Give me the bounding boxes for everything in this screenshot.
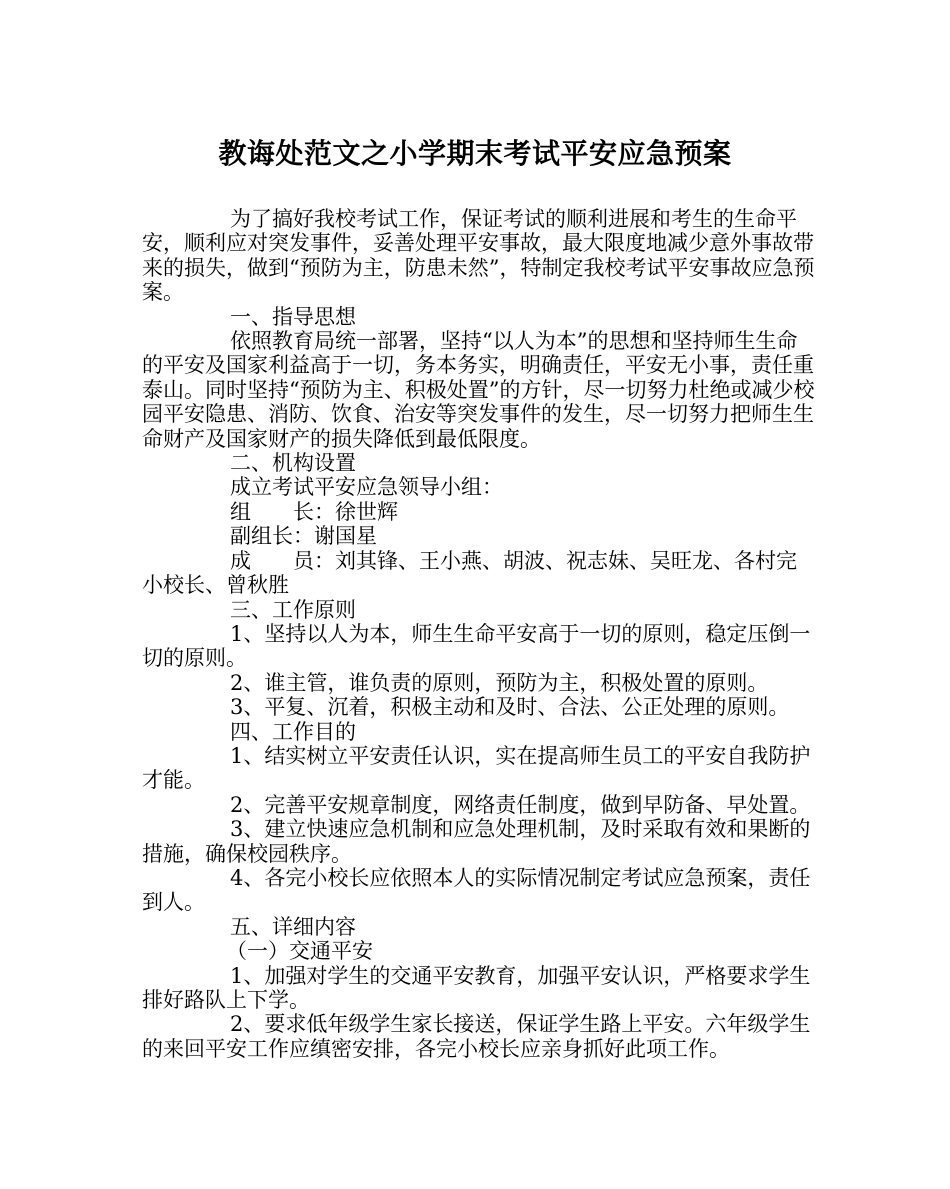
list-item-goal-3: 3、建立快速应急机制和应急处理机制，及时采取有效和果断的措施，确保校园秩序。	[142, 817, 811, 866]
paragraph-intro: 为了搞好我校考试工作，保证考试的顺利进展和考生的生命平安，顺利应对突发事件，妥善处理平安事故，最大限度地减少意外事故带来的损失，做到“预防为主，防患未然”，特制定我校考试平安事故应急预案。	[142, 207, 815, 305]
list-item-principle-2: 2、谁主管，谁负责的原则，预防为主，积极处置的原则。	[230, 670, 769, 695]
heading-details: 五、详细内容	[230, 914, 356, 939]
list-item-traffic-2: 2、要求低年级学生家长接送，保证学生路上平安。六年级学生的来回平安工作应缜密安排，各完小校长应亲身抓好此项工作。	[142, 1012, 811, 1061]
document-title: 教诲处范文之小学期末考试平安应急预案	[218, 137, 732, 170]
paragraph-deputy-leader: 副组长：谢国星	[230, 524, 377, 549]
heading-work-principles: 三、工作原则	[230, 597, 356, 622]
heading-organization: 二、机构设置	[230, 451, 356, 476]
list-item-principle-3: 3、平复、沉着，积极主动和及时、合法、公正处理的原则。	[230, 695, 790, 720]
list-item-principle-1: 1、坚持以人为本，师生生命平安高于一切的原则，稳定压倒一切的原则。	[142, 621, 811, 671]
list-item-goal-4: 4、各完小校长应依照本人的实际情况制定考试应急预案，责任到人。	[142, 865, 811, 915]
paragraph-guiding-thought: 依照教育局统一部署，坚持“以人为本”的思想和坚持师生生命的平安及国家利益高于一切，务本务实，明确责任，平安无小事，责任重泰山。同时坚持“预防为主、积极处置”的方针，尽一切努力杜绝或减少校园平安隐患、消防、饮食、治安等突发事件的发生，尽一切努力把师生生命财产及国家财产的损失降低到最低限度。	[142, 329, 815, 451]
list-item-traffic-1: 1、加强对学生的交通平安教育，加强平安认识，严格要求学生排好路队上下学。	[142, 963, 811, 1012]
paragraph-leading-group: 成立考试平安应急领导小组：	[230, 475, 503, 500]
heading-guiding-thought: 一、指导思想	[230, 304, 356, 329]
list-item-goal-2: 2、完善平安规章制度，网络责任制度，做到早防备、早处置。	[230, 792, 811, 817]
subheading-traffic-safety: （一）交通平安	[226, 939, 373, 964]
heading-work-goals: 四、工作目的	[230, 719, 356, 744]
document-body	[142, 207, 815, 1061]
paragraph-members: 成 员：刘其锋、王小燕、胡波、祝志妹、吴旺龙、各村完小校长、曾秋胜	[142, 548, 797, 598]
paragraph-group-leader: 组 长：徐世辉	[230, 499, 398, 524]
list-item-goal-1: 1、结实树立平安责任认识，实在提高师生员工的平安自我防护才能。	[142, 743, 811, 793]
